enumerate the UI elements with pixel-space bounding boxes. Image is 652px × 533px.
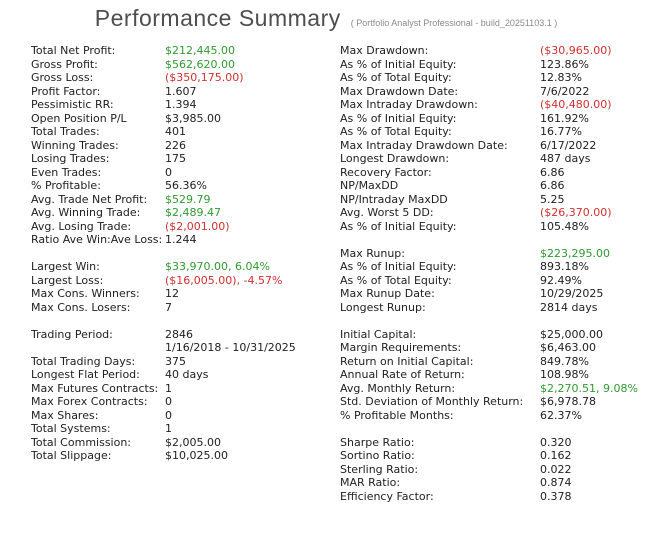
stat-value: 40 days [165, 368, 209, 381]
stat-row [340, 368, 638, 382]
stat-label: Max Intraday Drawdown Date: [340, 138, 508, 152]
stat-row [340, 98, 638, 112]
stat-row [340, 449, 638, 463]
stat-label: Initial Capital: [340, 327, 417, 341]
stat-label: Recovery Factor: [340, 165, 432, 179]
stat-value: 1.394 [165, 98, 197, 111]
stat-row [31, 233, 296, 247]
stat-value: $529.79 [165, 192, 211, 206]
stat-value: ($2,001.00) [165, 219, 230, 233]
stats-column-left [31, 44, 296, 463]
stat-label: Total Slippage: [31, 449, 112, 462]
stat-row [340, 409, 638, 423]
stat-value: 0 [165, 408, 172, 422]
stat-label: Winning Trades: [31, 138, 119, 152]
stat-label: Efficiency Factor: [340, 489, 434, 503]
stat-row [31, 287, 296, 301]
stat-value: 487 days [540, 152, 591, 165]
stat-label: Sharpe Ratio: [340, 435, 415, 449]
stat-value: 2814 days [540, 300, 598, 314]
stat-row [31, 206, 296, 220]
stat-label: As % of Initial Equity: [340, 260, 457, 273]
stat-value: 5.25 [540, 192, 565, 206]
stat-row [31, 193, 296, 207]
stat-row [340, 193, 638, 207]
stat-value: 1 [165, 381, 172, 395]
stat-label [340, 422, 540, 436]
stat-row [340, 58, 638, 72]
stat-value: ($40,480.00) [540, 98, 612, 111]
stat-label: Gross Loss: [31, 71, 94, 84]
stat-label: Avg. Losing Trade: [31, 219, 132, 233]
stat-row [340, 260, 638, 274]
stat-value: $212,445.00 [165, 44, 235, 57]
stat-label: Max Shares: [31, 408, 99, 422]
stat-label [340, 233, 540, 247]
stat-value: 6/17/2022 [540, 138, 597, 152]
stat-value: 175 [165, 152, 186, 165]
stat-value: 6.86 [540, 165, 565, 179]
stat-row [340, 166, 638, 180]
stat-label: % Profitable: [31, 179, 101, 192]
stat-row [31, 422, 296, 436]
stat-row [340, 139, 638, 153]
stat-label: Losing Trades: [31, 152, 110, 165]
stat-value: 10/29/2025 [540, 287, 604, 300]
stat-row [340, 395, 638, 409]
stat-label: Total Commission: [31, 435, 132, 449]
stat-row [31, 395, 296, 409]
stat-row [340, 179, 638, 193]
stat-row [340, 463, 638, 477]
stat-row [340, 341, 638, 355]
stat-value: ($350,175.00) [165, 71, 244, 84]
spacer-row [340, 233, 638, 247]
stat-row [31, 125, 296, 139]
stat-label: Open Position P/L [31, 111, 127, 125]
stat-row [340, 112, 638, 126]
stat-label: Max Runup: [340, 246, 405, 260]
stat-label: % Profitable Months: [340, 408, 454, 422]
stat-row [31, 328, 296, 342]
stat-label: As % of Initial Equity: [340, 57, 457, 71]
stat-value: 16.77% [540, 125, 582, 138]
stat-label: Trading Period: [31, 327, 113, 341]
spacer-row [31, 247, 296, 261]
stat-row [31, 179, 296, 193]
stat-label [31, 341, 165, 355]
stat-label: Avg. Monthly Return: [340, 381, 456, 395]
stat-value: $25,000.00 [540, 327, 603, 341]
stat-label: Avg. Trade Net Profit: [31, 192, 148, 206]
stat-value: 6.86 [540, 179, 565, 192]
stat-value: 2846 [165, 327, 193, 341]
stat-label: As % of Initial Equity: [340, 111, 457, 125]
stat-label: Ratio Ave Win:Ave Loss: [31, 233, 163, 246]
stat-label: Max Runup Date: [340, 287, 435, 300]
stat-label: Max Drawdown: [340, 44, 429, 57]
stat-row [31, 152, 296, 166]
stat-value: 401 [165, 125, 186, 138]
stat-row [340, 220, 638, 234]
stat-value: 1 [165, 422, 172, 435]
stat-label: Even Trades: [31, 165, 102, 179]
stat-label: Longest Drawdown: [340, 152, 450, 165]
stat-value: 62.37% [540, 408, 582, 422]
stat-value: 893.18% [540, 260, 589, 273]
stat-row [340, 125, 638, 139]
stat-row [31, 409, 296, 423]
stat-value: $6,463.00 [540, 341, 596, 354]
stat-label: Profit Factor: [31, 84, 101, 98]
stat-label: Avg. Worst 5 DD: [340, 206, 434, 219]
stat-label: MAR Ratio: [340, 476, 401, 489]
stat-row [31, 98, 296, 112]
stat-label: Total Systems: [31, 422, 111, 435]
stat-row [340, 44, 638, 58]
stat-row [340, 436, 638, 450]
stat-row [340, 490, 638, 504]
stat-label: Largest Win: [31, 260, 100, 273]
stat-value: $2,270.51, 9.08% [540, 381, 638, 395]
stat-row [31, 112, 296, 126]
stat-value: 12.83% [540, 71, 582, 84]
stat-label: Max Intraday Drawdown: [340, 98, 478, 111]
stat-label [31, 314, 165, 328]
stat-value: $562,620.00 [165, 57, 235, 71]
stat-label: Margin Requirements: [340, 341, 462, 354]
spacer-row [340, 422, 638, 436]
stat-label: As % of Initial Equity: [340, 219, 457, 233]
stat-label: Longest Flat Period: [31, 368, 140, 381]
stat-value: ($26,370.00) [540, 206, 612, 219]
stat-value: 1.244 [165, 233, 197, 246]
stat-label: Sterling Ratio: [340, 462, 419, 476]
stat-row [31, 220, 296, 234]
stat-value: 1/16/2018 - 10/31/2025 [165, 341, 296, 354]
stat-value: $2,489.47 [165, 206, 221, 219]
report-header [0, 5, 652, 32]
stat-value: 849.78% [540, 354, 589, 368]
stat-value: 105.48% [540, 219, 589, 233]
stat-row [31, 382, 296, 396]
stat-value: 375 [165, 354, 186, 368]
stat-value: 1.607 [165, 84, 197, 98]
stat-label: Max Drawdown Date: [340, 84, 459, 98]
stat-value: $3,985.00 [165, 111, 221, 125]
stat-label: Return on Initial Capital: [340, 354, 474, 368]
stat-row [340, 247, 638, 261]
stat-label: As % of Total Equity: [340, 273, 452, 287]
stat-row [31, 58, 296, 72]
stat-value: 0 [165, 395, 172, 408]
stat-row [31, 71, 296, 85]
stat-row [31, 355, 296, 369]
stat-row [31, 139, 296, 153]
stat-value: 0.378 [540, 489, 572, 503]
stat-label: As % of Total Equity: [340, 125, 452, 138]
stat-value: 56.36% [165, 179, 207, 192]
stat-label: Gross Profit: [31, 57, 98, 71]
stat-row [340, 328, 638, 342]
spacer-row [31, 314, 296, 328]
stat-value: 123.86% [540, 57, 589, 71]
stat-value: 0.022 [540, 462, 572, 476]
stat-label [31, 247, 165, 261]
stat-label: Total Net Profit: [31, 44, 116, 57]
stat-value: $10,025.00 [165, 449, 228, 462]
stat-value: 7/6/2022 [540, 84, 590, 98]
stat-value: 92.49% [540, 273, 582, 287]
stat-row [31, 260, 296, 274]
stat-label: As % of Total Equity: [340, 71, 452, 84]
stat-label: Longest Runup: [340, 300, 426, 314]
stat-label: Max Cons. Losers: [31, 300, 131, 314]
stat-label: NP/Intraday MaxDD [340, 192, 448, 206]
stat-value: ($16,005.00), -4.57% [165, 273, 283, 287]
stat-row [31, 166, 296, 180]
stat-value: 0.320 [540, 435, 572, 449]
stat-label: Largest Loss: [31, 273, 104, 287]
stat-value: 0 [165, 165, 172, 179]
stat-row [31, 44, 296, 58]
spacer-row [340, 314, 638, 328]
stat-value: $33,970.00, 6.04% [165, 260, 270, 273]
stat-row [340, 355, 638, 369]
stat-row [31, 274, 296, 288]
stat-value: $2,005.00 [165, 435, 221, 449]
stat-row [31, 436, 296, 450]
stat-row [31, 301, 296, 315]
stat-label [340, 314, 540, 328]
stats-column-right [340, 44, 638, 503]
stat-label: Pessimistic RR: [31, 98, 114, 111]
stat-row [340, 287, 638, 301]
stat-row [340, 382, 638, 396]
stat-value: 12 [165, 287, 179, 300]
stat-value: $6,978.78 [540, 395, 596, 408]
stat-row [340, 206, 638, 220]
stat-value: $223,295.00 [540, 246, 610, 260]
stat-value: 0.874 [540, 476, 572, 489]
stat-label: Total Trading Days: [31, 354, 136, 368]
stat-value: ($30,965.00) [540, 44, 612, 57]
stat-row [31, 368, 296, 382]
page-title: Performance Summary [94, 5, 341, 31]
stat-label: Avg. Winning Trade: [31, 206, 141, 219]
stat-label: Annual Rate of Return: [340, 368, 465, 381]
stat-label: NP/MaxDD [340, 179, 399, 192]
build-subtitle: ( Portfolio Analyst Professional - build_20251103.1 ) [350, 18, 558, 28]
stat-value: 7 [165, 300, 172, 314]
stat-row [340, 85, 638, 99]
stat-label: Sortino Ratio: [340, 449, 415, 462]
stat-row [340, 301, 638, 315]
stat-row [31, 449, 296, 463]
stat-value: 226 [165, 138, 186, 152]
stat-value: 0.162 [540, 449, 572, 462]
stat-value: 161.92% [540, 111, 589, 125]
stat-label: Std. Deviation of Monthly Return: [340, 395, 524, 408]
stat-label: Max Forex Contracts: [31, 395, 148, 408]
stat-row [31, 341, 296, 355]
stat-label: Total Trades: [31, 125, 100, 138]
stat-row [340, 476, 638, 490]
stat-label: Max Futures Contracts: [31, 381, 159, 395]
stat-label: Max Cons. Winners: [31, 287, 140, 300]
stat-row [340, 71, 638, 85]
stat-row [340, 152, 638, 166]
stat-row [340, 274, 638, 288]
stat-row [31, 85, 296, 99]
stat-value: 108.98% [540, 368, 589, 381]
